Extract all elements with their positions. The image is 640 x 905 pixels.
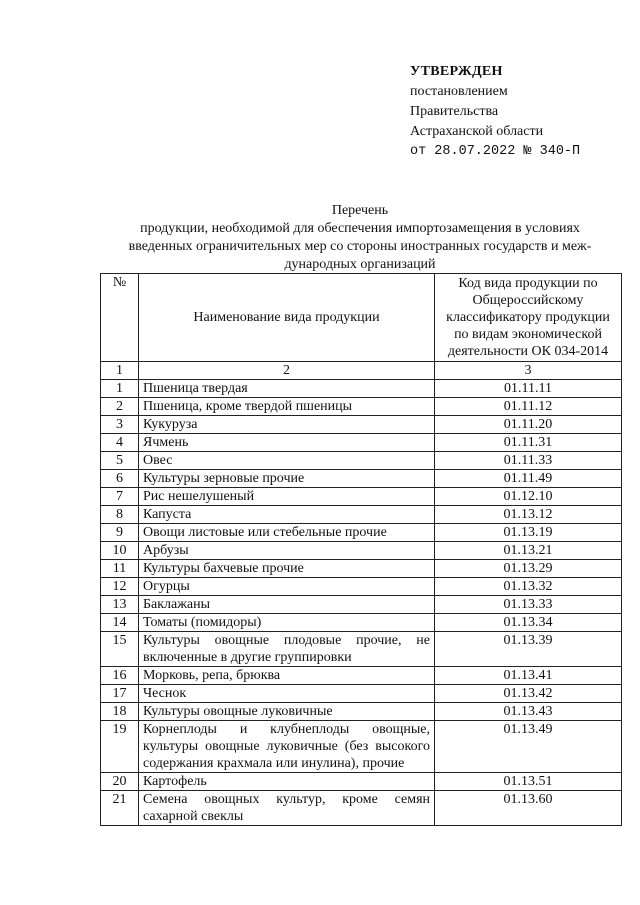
product-code: 01.12.10 <box>435 488 622 506</box>
product-code: 01.11.33 <box>435 452 622 470</box>
row-number: 2 <box>101 398 139 416</box>
row-number: 1 <box>101 380 139 398</box>
product-code: 01.13.51 <box>435 773 622 791</box>
table-row <box>101 470 622 488</box>
table-row <box>101 632 622 667</box>
product-code: 01.13.49 <box>435 721 622 773</box>
title-line-1: Перечень <box>331 203 389 218</box>
title-line-4: дународных организаций <box>284 257 436 272</box>
table-header-row <box>101 274 622 362</box>
product-name: Корнеплоды и клубнеплоды овощные, культуры овощные луковичные (без высокого содержания крахмала или инулина), прочие <box>139 721 435 773</box>
table-row <box>101 542 622 560</box>
product-name: Культуры бахчевые прочие <box>139 560 435 578</box>
product-name: Пшеница твердая <box>139 380 435 398</box>
approval-heading: УТВЕРЖДЕН <box>410 64 503 79</box>
product-name: Томаты (помидоры) <box>139 614 435 632</box>
row-number: 4 <box>101 434 139 452</box>
title-line-2: продукции, необходимой для обеспечения импортозамещения в условиях <box>140 221 580 236</box>
document-title <box>100 202 620 274</box>
table-row <box>101 560 622 578</box>
product-name: Культуры овощные плодовые прочие, не включенные в другие группировки <box>139 632 435 667</box>
product-code: 01.11.49 <box>435 470 622 488</box>
product-name: Овощи листовые или стебельные прочие <box>139 524 435 542</box>
product-name: Культуры зерновые прочие <box>139 470 435 488</box>
product-code: 01.13.41 <box>435 667 622 685</box>
row-number: 5 <box>101 452 139 470</box>
approval-line-2: Правительства <box>410 104 499 119</box>
row-number: 14 <box>101 614 139 632</box>
product-name: Чеснок <box>139 685 435 703</box>
table-row <box>101 380 622 398</box>
table-row <box>101 703 622 721</box>
row-number: 6 <box>101 470 139 488</box>
table-row <box>101 721 622 773</box>
table-row <box>101 614 622 632</box>
product-code: 01.13.43 <box>435 703 622 721</box>
product-code: 01.13.29 <box>435 560 622 578</box>
product-name: Ячмень <box>139 434 435 452</box>
row-number: 9 <box>101 524 139 542</box>
product-name: Кукуруза <box>139 416 435 434</box>
row-number: 13 <box>101 596 139 614</box>
product-code: 01.13.33 <box>435 596 622 614</box>
product-name: Семена овощных культур, кроме семян сахарной свеклы <box>139 791 435 826</box>
table-row <box>101 452 622 470</box>
header-code: Код вида продукции по Общероссийскому классификатору продукции по видам экономической деятельности ОК 034-2014 <box>435 274 622 362</box>
header-num: № <box>101 274 139 362</box>
approval-stamp <box>410 62 580 162</box>
product-name: Морковь, репа, брюква <box>139 667 435 685</box>
table-row <box>101 596 622 614</box>
product-name: Рис нешелушеный <box>139 488 435 506</box>
table-row <box>101 524 622 542</box>
table-row <box>101 434 622 452</box>
product-name: Пшеница, кроме твердой пшеницы <box>139 398 435 416</box>
product-name: Баклажаны <box>139 596 435 614</box>
product-code: 01.13.34 <box>435 614 622 632</box>
row-number: 16 <box>101 667 139 685</box>
product-code: 01.13.19 <box>435 524 622 542</box>
product-code: 01.13.12 <box>435 506 622 524</box>
product-name: Картофель <box>139 773 435 791</box>
row-number: 15 <box>101 632 139 667</box>
table-row <box>101 773 622 791</box>
column-index-row <box>101 362 622 380</box>
product-code: 01.11.20 <box>435 416 622 434</box>
table-row <box>101 667 622 685</box>
approval-line-1: постановлением <box>410 84 508 99</box>
product-code: 01.13.32 <box>435 578 622 596</box>
product-name: Овес <box>139 452 435 470</box>
row-number: 20 <box>101 773 139 791</box>
product-code: 01.11.12 <box>435 398 622 416</box>
row-number: 7 <box>101 488 139 506</box>
table-row <box>101 578 622 596</box>
row-number: 19 <box>101 721 139 773</box>
table-row <box>101 791 622 826</box>
table-row <box>101 416 622 434</box>
table-row <box>101 506 622 524</box>
row-number: 10 <box>101 542 139 560</box>
product-code: 01.11.31 <box>435 434 622 452</box>
row-number: 8 <box>101 506 139 524</box>
row-number: 3 <box>101 416 139 434</box>
row-number: 18 <box>101 703 139 721</box>
column-index-1: 1 <box>101 362 139 380</box>
product-code: 01.13.39 <box>435 632 622 667</box>
approval-line-3: Астраханской области <box>410 124 544 139</box>
column-index-3: 3 <box>435 362 622 380</box>
approval-date: от 28.07.2022 № 340-П <box>410 144 581 159</box>
product-code: 01.13.42 <box>435 685 622 703</box>
row-number: 17 <box>101 685 139 703</box>
row-number: 12 <box>101 578 139 596</box>
row-number: 21 <box>101 791 139 826</box>
row-number: 11 <box>101 560 139 578</box>
product-code: 01.11.11 <box>435 380 622 398</box>
table-row <box>101 398 622 416</box>
column-index-2: 2 <box>139 362 435 380</box>
product-name: Арбузы <box>139 542 435 560</box>
product-name: Огурцы <box>139 578 435 596</box>
table-row <box>101 685 622 703</box>
products-table <box>100 273 622 826</box>
product-code: 01.13.60 <box>435 791 622 826</box>
product-name: Культуры овощные луковичные <box>139 703 435 721</box>
product-code: 01.13.21 <box>435 542 622 560</box>
product-name: Капуста <box>139 506 435 524</box>
header-name: Наименование вида продукции <box>139 274 435 362</box>
table-row <box>101 488 622 506</box>
title-line-3: введенных ограничительных мер со стороны иностранных государств и меж- <box>128 239 592 254</box>
